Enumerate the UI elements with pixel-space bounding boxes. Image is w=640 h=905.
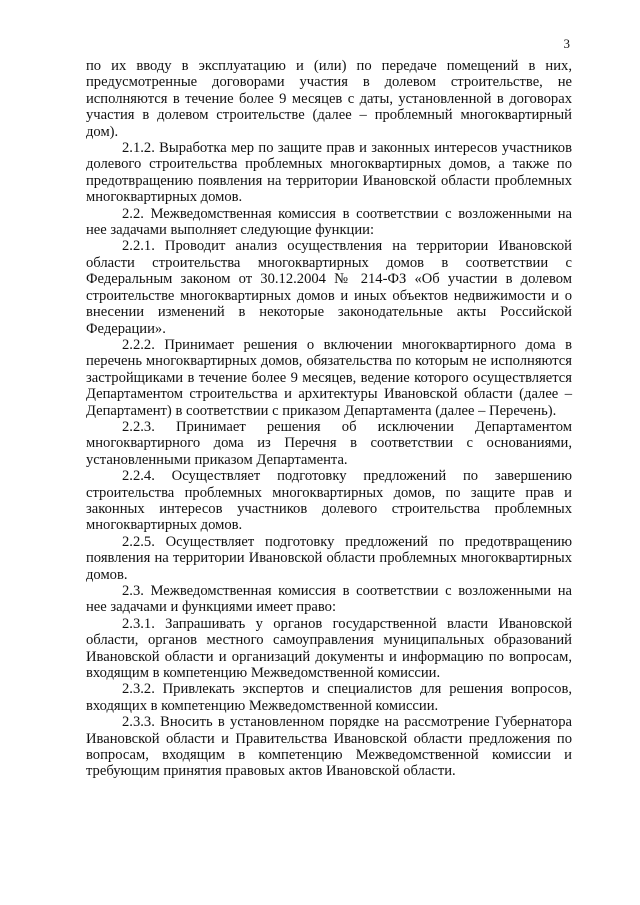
paragraph-2-2-1: 2.2.1. Проводит анализ осуществления на территории Ивановской области строительства многоквартирных домов в соответствии с Федеральным законом от 30.12.2004 № 214-ФЗ «Об участии в долевом строительстве многоквартирных домов и иных объектов недвижимости и о внесении изменений в некоторые законодательные акты Российской Федерации». bbox=[86, 238, 572, 337]
page-number: 3 bbox=[563, 36, 570, 51]
paragraph-2-3-3: 2.3.3. Вносить в установленном порядке на рассмотрение Губернатора Ивановской области и Правительства Ивановской области предложения по вопросам, входящим в компетенцию Межведомственной комиссии и требующим принятия правовых актов Ивановской области. bbox=[86, 714, 572, 780]
document-body bbox=[86, 58, 572, 780]
paragraph-2-3-2: 2.3.2. Привлекать экспертов и специалистов для решения вопросов, входящих в компетенцию Межведомственной комиссии. bbox=[86, 681, 572, 714]
paragraph-2-2-3: 2.2.3. Принимает решения об исключении Департаментом многоквартирного дома из Перечня в соответствии с основаниями, установленными приказом Департамента. bbox=[86, 418, 572, 468]
paragraph-2-2-5: 2.2.5. Осуществляет подготовку предложений по предотвращению появления на территории Ивановской области проблемных многоквартирных домов. bbox=[86, 533, 572, 583]
paragraph-2-2-2: 2.2.2. Принимает решения о включении многоквартирного дома в перечень многоквартирных домов, обязательства по которым не исполняются застройщиками в течение более 9 месяцев, ведение которого осуществляется Департаментом строительства и архитектуры Ивановской области (далее – Департамент) в соответствии с приказом Департамента (далее – Перечень). bbox=[86, 336, 572, 419]
paragraph-2-3-1: 2.3.1. Запрашивать у органов государственной власти Ивановской области, органов местного самоуправления муниципальных образований Ивановской области и организаций документы и информацию по вопросам, входящим в компетенцию Межведомственной комиссии. bbox=[86, 615, 572, 682]
paragraph-2-2: 2.2. Межведомственная комиссия в соответствии с возложенными на нее задачами выполняет следующие функции: bbox=[86, 205, 572, 239]
paragraph-2-3: 2.3. Межведомственная комиссия в соответствии с возложенными на нее задачами и функциями имеет право: bbox=[86, 583, 572, 616]
paragraph-2-2-4: 2.2.4. Осуществляет подготовку предложений по завершению строительства проблемных многоквартирных домов, по защите прав и законных интересов участников долевого строительства проблемных многоквартирных домов. bbox=[86, 468, 572, 534]
paragraph-2-1-2: 2.1.2. Выработка мер по защите прав и законных интересов участников долевого строительства проблемных многоквартирных домов, а также по предотвращению появления на территории Ивановской области проблемных многоквартирных домов. bbox=[86, 140, 572, 206]
paragraph-continuation: по их вводу в эксплуатацию и (или) по передаче помещений в них, предусмотренные договорами участия в долевом строительстве, не исполняются в течение более 9 месяцев с даты, установленной в договорах участия в долевом строительстве (далее – проблемный многоквартирный дом). bbox=[86, 58, 572, 140]
